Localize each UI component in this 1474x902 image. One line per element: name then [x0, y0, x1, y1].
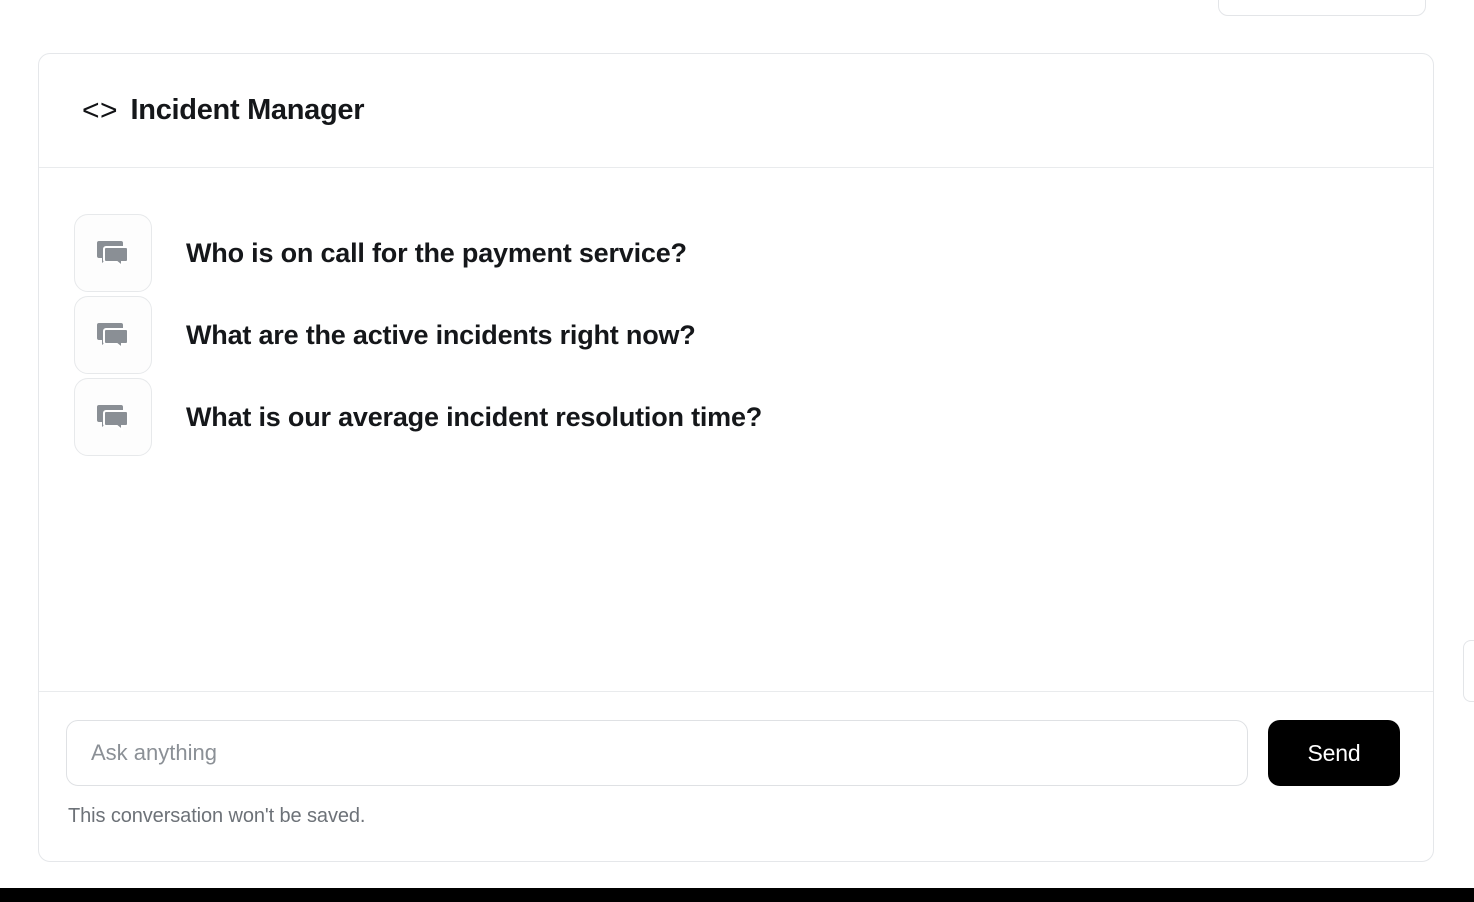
- send-button[interactable]: Send: [1268, 720, 1400, 786]
- suggestion-list: [39, 168, 1433, 691]
- right-edge-panel-sliver: [1463, 640, 1474, 702]
- bottom-bar: [0, 888, 1474, 902]
- composer-row: [66, 720, 1400, 786]
- suggestion-label: What are the active incidents right now?: [186, 319, 696, 350]
- code-brackets-icon: < >: [82, 93, 117, 127]
- chat-bubbles-icon: [74, 296, 152, 374]
- suggestion-item-resolution-time[interactable]: [39, 376, 1433, 458]
- suggestion-item-oncall[interactable]: [39, 212, 1433, 294]
- chat-bubbles-icon: [74, 214, 152, 292]
- suggestion-label: What is our average incident resolution time?: [186, 401, 763, 432]
- suggestion-item-active-incidents[interactable]: [39, 294, 1433, 376]
- ask-input[interactable]: [66, 720, 1248, 786]
- composer: [39, 691, 1433, 861]
- incident-manager-card: [38, 53, 1434, 862]
- composer-note: This conversation won't be saved.: [68, 805, 366, 827]
- card-header: [39, 54, 1433, 168]
- top-partial-control: [1218, 0, 1426, 16]
- suggestion-label: Who is on call for the payment service?: [186, 237, 687, 268]
- page-title: Incident Manager: [130, 94, 365, 126]
- chat-bubbles-icon: [74, 378, 152, 456]
